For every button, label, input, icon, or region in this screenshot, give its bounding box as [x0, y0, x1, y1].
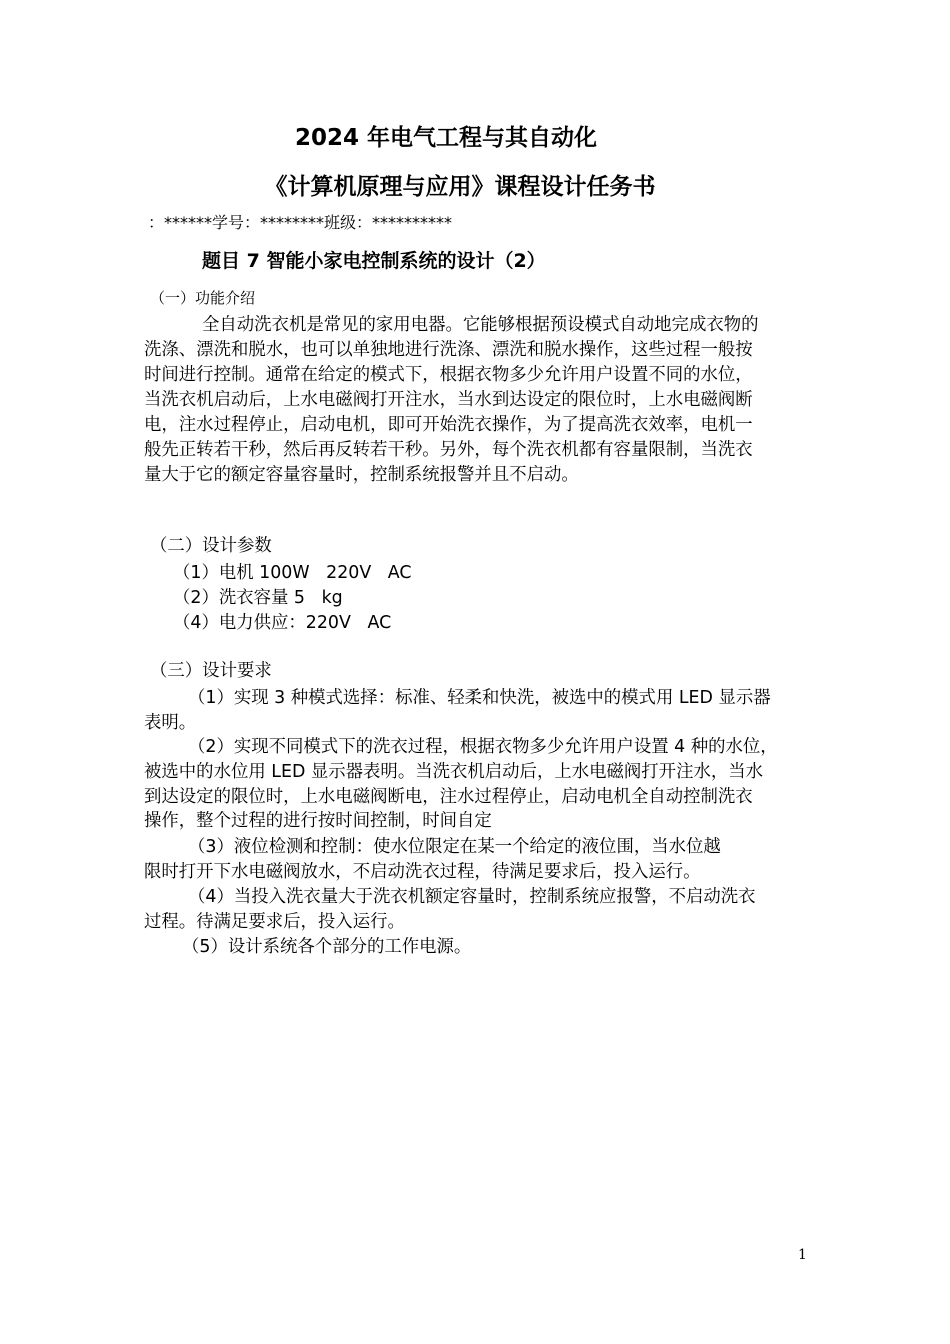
paragraph-line: 时间进行控制。通常在给定的模式下，根据衣物多少允许用户设置不同的水位，: [144, 365, 753, 385]
student-info-line: ：******学号：********班级：**********: [148, 213, 453, 232]
topic-heading: 题目 7 智能小家电控制系统的设计（2）: [202, 250, 546, 272]
section-3-heading: （三）设计要求: [150, 661, 272, 681]
requirement-line: 被选中的水位用 LED 显示器表明。当洗衣机启动后，上水电磁阀打开注水，当水: [144, 761, 764, 782]
paragraph-line: 电，注水过程停止，启动电机，即可开始洗衣操作，为了提高洗衣效率，电机一: [144, 415, 753, 435]
requirement-3: [144, 835, 834, 885]
document-title-line-2: 《计算机原理与应用》课程设计任务书: [264, 174, 656, 200]
requirement-line: （2）实现不同模式下的洗衣过程，根据衣物多少允许用户设置 4 种的水位，: [188, 737, 778, 757]
requirement-line: 表明。: [144, 712, 197, 733]
requirement-line: （3）液位检测和控制：使水位限定在某一个给定的液位围，当水位越: [188, 837, 721, 857]
paragraph-line: 当洗衣机启动后，上水电磁阀打开注水，当水到达设定的限位时，上水电磁阀断: [144, 390, 753, 410]
page-number: 1: [798, 1247, 807, 1263]
design-parameter: （4）电力供应：220V AC: [173, 613, 392, 633]
paragraph-line: 全自动洗衣机是常见的家用电器。它能够根据预设模式自动地完成衣物的: [202, 315, 759, 335]
requirement-line: 限时打开下水电磁阀放水，不启动洗衣过程，待满足要求后，投入运行。: [144, 861, 701, 882]
requirement-line: 操作，整个过程的进行按时间控制，时间自定: [144, 811, 492, 832]
requirement-1: [144, 686, 834, 736]
paragraph-line: 般先正转若干秒，然后再反转若干秒。另外，每个洗衣机都有容量限制，当洗衣: [144, 440, 753, 460]
document-title-line-1: 2024 年电气工程与其自动化: [294, 125, 598, 151]
requirement-line: （1）实现 3 种模式选择：标准、轻柔和快洗，被选中的模式用 LED 显示器: [188, 688, 771, 708]
requirement-4: [144, 885, 834, 935]
design-parameter: （2）洗衣容量 5 kg: [173, 588, 343, 608]
requirement-line: （4）当投入洗衣量大于洗衣机额定容量时，控制系统应报警，不启动洗衣: [188, 887, 756, 907]
design-parameter: （1）电机 100W 220V AC: [173, 563, 412, 583]
requirement-line: （5）设计系统各个部分的工作电源。: [182, 937, 472, 957]
section-2-heading: （二）设计参数: [150, 536, 272, 556]
section-1-heading: （一）功能介绍: [150, 289, 256, 307]
requirement-line: 过程。待满足要求后，投入运行。: [144, 911, 405, 932]
paragraph-line: 量大于它的额定容量容量时，控制系统报警并且不启动。: [144, 465, 579, 485]
requirement-2: [144, 735, 834, 834]
requirement-5: [144, 935, 834, 960]
section-1-paragraph: [144, 313, 824, 488]
requirement-line: 到达设定的限位时，上水电磁阀断电，注水过程停止，启动电机全自动控制洗衣: [144, 786, 753, 807]
paragraph-line: 洗涤、漂洗和脱水，也可以单独地进行洗涤、漂洗和脱水操作，这些过程一般按: [144, 340, 753, 360]
